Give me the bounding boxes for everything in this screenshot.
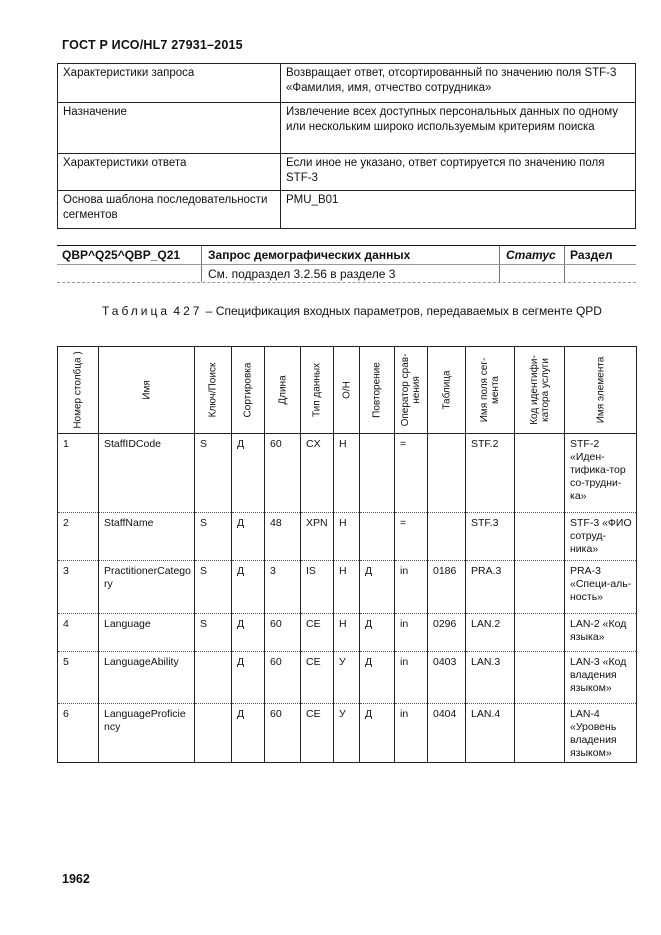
cell-repeat: Д bbox=[360, 704, 395, 763]
cell-name: Language bbox=[99, 614, 195, 652]
cell-repeat: Д bbox=[360, 652, 395, 704]
segment-divider bbox=[499, 265, 500, 282]
segment-code: QBP^Q25^QBP_Q21 bbox=[62, 248, 181, 262]
cell-element: LAN-4 «Уровень владения языком» bbox=[565, 704, 637, 763]
info-value: PMU_B01 bbox=[281, 191, 636, 229]
col-header-field-name: Имя поля сег- мента bbox=[466, 347, 515, 434]
table-row bbox=[58, 652, 637, 704]
cell-operator: = bbox=[395, 434, 428, 513]
cell-element: LAN-3 «Код владения языком» bbox=[565, 652, 637, 704]
cell-number: 2 bbox=[58, 513, 99, 561]
cell-sort: Д bbox=[232, 614, 265, 652]
segment-header bbox=[57, 245, 636, 283]
info-row-template-basis bbox=[58, 191, 636, 229]
cell-type: CE bbox=[301, 652, 334, 704]
info-key: Назначение bbox=[58, 103, 281, 154]
cell-operator: in bbox=[395, 704, 428, 763]
info-value: Если иное не указано, ответ сортируется по значению поля STF-3 bbox=[281, 154, 636, 191]
cell-repeat bbox=[360, 434, 395, 513]
segment-reference-row bbox=[57, 265, 636, 283]
info-value: Возвращает ответ, отсортированный по значению поля STF-3 «Фамилия, имя, отчество сотрудника» bbox=[281, 64, 636, 103]
cell-number: 5 bbox=[58, 652, 99, 704]
cell-field: STF.2 bbox=[466, 434, 515, 513]
segment-title-row bbox=[57, 245, 636, 265]
cell-required: Н bbox=[334, 434, 360, 513]
col-header-key-search: Ключ/Поиск bbox=[195, 347, 232, 434]
cell-repeat: Д bbox=[360, 561, 395, 614]
cell-key bbox=[195, 652, 232, 704]
cell-table: 0404 bbox=[428, 704, 466, 763]
cell-operator: in bbox=[395, 614, 428, 652]
table-header-row bbox=[58, 347, 637, 434]
cell-sort: Д bbox=[232, 704, 265, 763]
col-header-operator: Оператор срав- нения bbox=[395, 347, 428, 434]
cell-service bbox=[515, 614, 565, 652]
info-row-purpose bbox=[58, 103, 636, 154]
cell-required: У bbox=[334, 652, 360, 704]
cell-number: 6 bbox=[58, 704, 99, 763]
cell-element: PRA-3 «Специ-аль-ность» bbox=[565, 561, 637, 614]
cell-field: LAN.4 bbox=[466, 704, 515, 763]
segment-divider bbox=[201, 246, 202, 264]
cell-repeat bbox=[360, 513, 395, 561]
caption-number: 427 bbox=[173, 304, 203, 318]
cell-sort: Д bbox=[232, 513, 265, 561]
info-row-query-characteristics bbox=[58, 64, 636, 103]
segment-see-reference: См. подраздел 3.2.56 в разделе 3 bbox=[208, 267, 396, 281]
cell-element: STF-2 «Иден-тифика-тор со-трудни-ка» bbox=[565, 434, 637, 513]
cell-field: LAN.2 bbox=[466, 614, 515, 652]
cell-service bbox=[515, 561, 565, 614]
cell-table: 0403 bbox=[428, 652, 466, 704]
segment-section-label: Раздел bbox=[570, 248, 613, 262]
cell-service bbox=[515, 652, 565, 704]
cell-number: 4 bbox=[58, 614, 99, 652]
cell-name: StaffIDCode bbox=[99, 434, 195, 513]
cell-table: 0186 bbox=[428, 561, 466, 614]
cell-table bbox=[428, 513, 466, 561]
cell-length: 60 bbox=[265, 704, 301, 763]
query-info-table bbox=[57, 63, 636, 229]
caption-table-word: Таблица bbox=[102, 304, 171, 318]
cell-name: StaffName bbox=[99, 513, 195, 561]
cell-table bbox=[428, 434, 466, 513]
cell-length: 48 bbox=[265, 513, 301, 561]
cell-element: STF-3 «ФИО сотруд-ника» bbox=[565, 513, 637, 561]
segment-divider bbox=[499, 246, 500, 264]
cell-key bbox=[195, 704, 232, 763]
cell-required: Н bbox=[334, 614, 360, 652]
cell-type: CX bbox=[301, 434, 334, 513]
document-title: ГОСТ Р ИСО/HL7 27931–2015 bbox=[62, 38, 243, 52]
cell-service bbox=[515, 704, 565, 763]
cell-field: LAN.3 bbox=[466, 652, 515, 704]
page-number: 1962 bbox=[62, 872, 90, 886]
cell-required: Н bbox=[334, 513, 360, 561]
cell-operator: in bbox=[395, 561, 428, 614]
col-header-required: О/Н bbox=[334, 347, 360, 434]
info-key: Характеристики ответа bbox=[58, 154, 281, 191]
info-row-response-characteristics bbox=[58, 154, 636, 191]
table-row bbox=[58, 614, 637, 652]
col-header-element-name: Имя элемента bbox=[565, 347, 637, 434]
segment-name: Запрос демографических данных bbox=[208, 248, 411, 262]
col-header-repeat: Повторение bbox=[360, 347, 395, 434]
cell-name: LanguageProficiency bbox=[99, 704, 195, 763]
table-row bbox=[58, 513, 637, 561]
cell-table: 0296 bbox=[428, 614, 466, 652]
cell-required: У bbox=[334, 704, 360, 763]
col-header-sort: Сортировка bbox=[232, 347, 265, 434]
col-header-name: Имя bbox=[99, 347, 195, 434]
info-key: Характеристики запроса bbox=[58, 64, 281, 103]
cell-name: PractitionerCategory bbox=[99, 561, 195, 614]
segment-divider bbox=[201, 265, 202, 282]
col-header-length: Длина bbox=[265, 347, 301, 434]
cell-type: CE bbox=[301, 614, 334, 652]
cell-key: S bbox=[195, 614, 232, 652]
cell-field: PRA.3 bbox=[466, 561, 515, 614]
table-row bbox=[58, 704, 637, 763]
col-header-service-code: Код идентифи- катора услуги bbox=[515, 347, 565, 434]
cell-key: S bbox=[195, 513, 232, 561]
cell-element: LAN-2 «Код языка» bbox=[565, 614, 637, 652]
cell-service bbox=[515, 434, 565, 513]
segment-divider bbox=[564, 246, 565, 264]
cell-service bbox=[515, 513, 565, 561]
cell-repeat: Д bbox=[360, 614, 395, 652]
cell-type: XPN bbox=[301, 513, 334, 561]
cell-length: 60 bbox=[265, 434, 301, 513]
col-header-table: Таблица bbox=[428, 347, 466, 434]
table-caption bbox=[62, 300, 632, 323]
table-row bbox=[58, 434, 637, 513]
cell-length: 60 bbox=[265, 614, 301, 652]
cell-operator: = bbox=[395, 513, 428, 561]
segment-divider bbox=[564, 265, 565, 282]
cell-required: Н bbox=[334, 561, 360, 614]
cell-sort: Д bbox=[232, 652, 265, 704]
cell-name: LanguageAbility bbox=[99, 652, 195, 704]
cell-key: S bbox=[195, 434, 232, 513]
info-value: Извлечение всех доступных персональных данных по одному или нескольким широко используемым критериям поиска bbox=[281, 103, 636, 154]
cell-type: IS bbox=[301, 561, 334, 614]
info-key: Основа шаблона последовательности сегментов bbox=[58, 191, 281, 229]
cell-number: 3 bbox=[58, 561, 99, 614]
col-header-data-type: Тип данных bbox=[301, 347, 334, 434]
cell-number: 1 bbox=[58, 434, 99, 513]
cell-length: 3 bbox=[265, 561, 301, 614]
qpd-parameters-table bbox=[57, 346, 637, 763]
segment-status-label: Статус bbox=[506, 248, 556, 262]
cell-operator: in bbox=[395, 652, 428, 704]
table-row bbox=[58, 561, 637, 614]
caption-text: – Спецификация входных параметров, передаваемых в сегменте QPD bbox=[205, 304, 602, 318]
cell-type: CE bbox=[301, 704, 334, 763]
cell-length: 60 bbox=[265, 652, 301, 704]
cell-field: STF.3 bbox=[466, 513, 515, 561]
cell-sort: Д bbox=[232, 434, 265, 513]
cell-key: S bbox=[195, 561, 232, 614]
cell-sort: Д bbox=[232, 561, 265, 614]
col-header-number: Номер столбца ) bbox=[58, 347, 99, 434]
